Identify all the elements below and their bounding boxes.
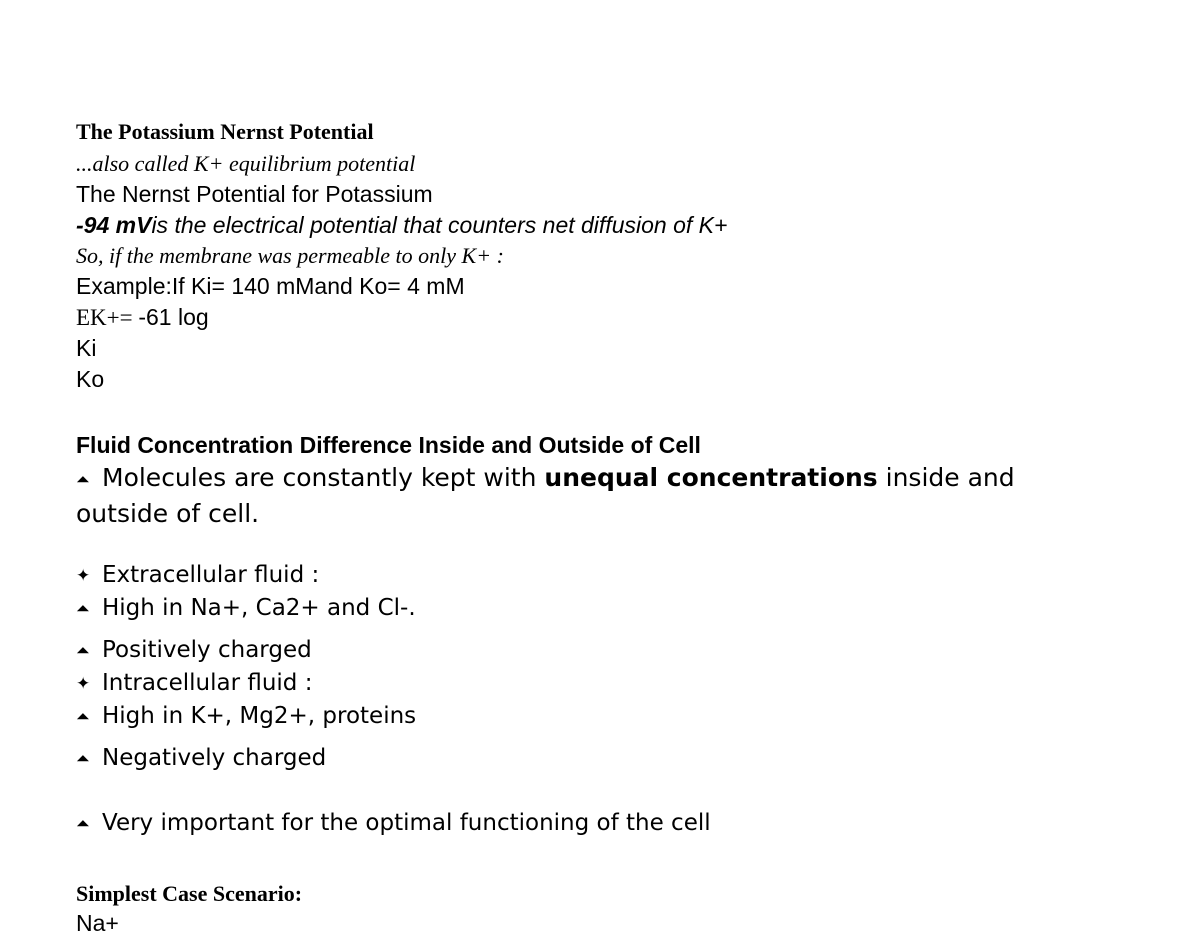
intracellular-title-line bbox=[76, 670, 312, 696]
pyramid-bullet-icon: ⏶ bbox=[76, 814, 90, 834]
star-bullet-icon: ✦ bbox=[76, 566, 91, 586]
formula-numerator: Ki bbox=[76, 335, 97, 361]
pyramid-bullet-icon: ⏶ bbox=[76, 641, 90, 661]
nernst-value-description: is the electrical potential that counters net diffusion of K+ bbox=[151, 212, 728, 238]
importance-text: Very important for the optimal functioning of the cell bbox=[102, 810, 711, 836]
extracellular-charge-line bbox=[76, 637, 312, 663]
extracellular-title: Extracellular fluid : bbox=[102, 562, 320, 588]
fluid-heading: Fluid Concentration Difference Inside and Outside of Cell bbox=[76, 432, 701, 458]
scenario-item: Na+ bbox=[76, 910, 119, 936]
nernst-example: Example:If Ki= 140 mMand Ko= 4 mM bbox=[76, 273, 465, 299]
formula-label: EK+= bbox=[76, 305, 133, 330]
nernst-value-line bbox=[76, 212, 727, 239]
intracellular-title: Intracellular fluid : bbox=[102, 670, 313, 696]
pyramid-bullet-icon: ⏶ bbox=[76, 470, 90, 490]
extracellular-ions: High in Na+, Ca2+ and Cl-. bbox=[102, 595, 416, 621]
intracellular-ions-line bbox=[76, 703, 416, 729]
star-bullet-icon: ✦ bbox=[76, 674, 91, 694]
importance-line bbox=[76, 810, 711, 836]
formula-denominator: Ko bbox=[76, 366, 105, 392]
pyramid-bullet-icon: ⏶ bbox=[76, 599, 90, 619]
fluid-intro-bold: unequal concentrations bbox=[544, 463, 878, 492]
nernst-value: -94 mV bbox=[76, 212, 152, 238]
fluid-intro-pre: Molecules are constantly kept with bbox=[102, 463, 545, 492]
pyramid-bullet-icon: ⏶ bbox=[76, 707, 90, 727]
nernst-formula bbox=[76, 304, 209, 331]
scenario-heading: Simplest Case Scenario: bbox=[76, 881, 303, 906]
intracellular-charge-line bbox=[76, 745, 326, 771]
nernst-line: The Nernst Potential for Potassium bbox=[76, 181, 433, 207]
nernst-subtitle: ...also called K+ equilibrium potential bbox=[76, 151, 416, 176]
intracellular-charge: Negatively charged bbox=[102, 745, 327, 771]
extracellular-title-line bbox=[76, 562, 319, 588]
fluid-intro-post: inside and outside of cell. bbox=[76, 463, 1015, 528]
fluid-intro bbox=[76, 461, 1086, 530]
nernst-condition: So, if the membrane was permeable to only K+ : bbox=[76, 243, 504, 268]
pyramid-bullet-icon: ⏶ bbox=[76, 749, 90, 769]
extracellular-ions-line bbox=[76, 595, 416, 621]
intracellular-ions: High in K+, Mg2+, proteins bbox=[102, 703, 417, 729]
formula-value: -61 log bbox=[138, 304, 209, 330]
extracellular-charge: Positively charged bbox=[102, 637, 312, 663]
nernst-title: The Potassium Nernst Potential bbox=[76, 119, 374, 144]
